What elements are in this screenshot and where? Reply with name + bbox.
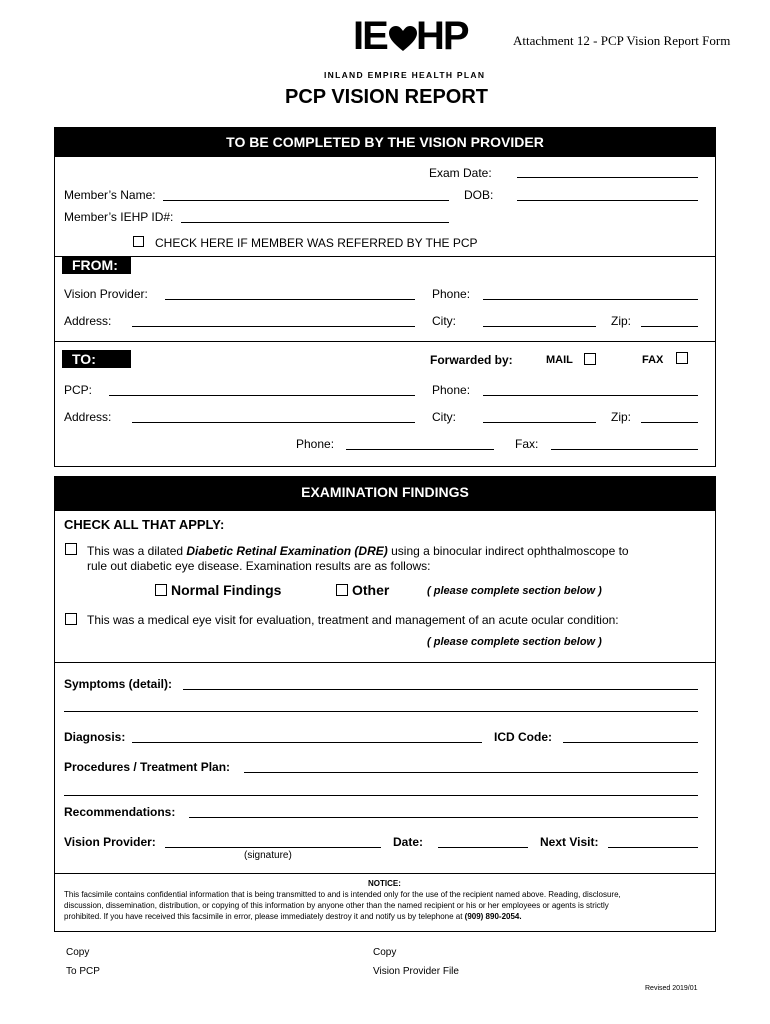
from-label: FROM: — [62, 257, 131, 274]
date-label: Date: — [393, 835, 424, 849]
phone-label: Phone: — [296, 437, 335, 451]
medical-visit-checkbox[interactable] — [65, 613, 77, 625]
procedures-field[interactable] — [244, 772, 698, 773]
attachment-label: Attachment 12 - PCP Vision Report Form — [513, 33, 731, 48]
icd-code-field[interactable] — [563, 742, 698, 743]
dre-text: This was a dilated Diabetic Retinal Examination (DRE) using a binocular indirect ophthalmoscope to — [87, 544, 629, 558]
org-name: INLAND EMPIRE HEALTH PLAN — [324, 70, 486, 80]
vision-provider-label: Vision Provider: — [64, 287, 148, 301]
page-title: PCP VISION REPORT — [285, 86, 489, 108]
procedures-field-line2[interactable] — [64, 795, 698, 796]
iehp-logo: IE HP — [353, 14, 468, 58]
exam-date-label: Exam Date: — [429, 166, 492, 180]
please-complete-note: ( please complete section below ) — [427, 636, 602, 648]
city-label: City: — [432, 410, 456, 424]
vision-provider-sign-label: Vision Provider: — [64, 835, 156, 849]
city-label: City: — [432, 314, 456, 328]
symptoms-field-line2[interactable] — [64, 711, 698, 712]
medical-visit-label: This was a medical eye visit for evaluation, treatment and management of an acute ocular condition: — [87, 613, 619, 627]
fax-checkbox[interactable] — [676, 352, 688, 364]
dre-text-line2: rule out diabetic eye disease. Examination results are as follows: — [87, 559, 431, 573]
exam-date-field[interactable] — [517, 177, 698, 178]
signature-caption: (signature) — [244, 850, 292, 861]
divider — [54, 256, 716, 257]
address-label: Address: — [64, 314, 112, 328]
pcp-label: PCP: — [64, 383, 93, 397]
phone-field[interactable] — [483, 395, 698, 396]
divider — [54, 873, 716, 874]
diagnosis-field[interactable] — [132, 742, 482, 743]
zip-field[interactable] — [641, 326, 698, 327]
notice-heading: NOTICE: — [368, 879, 401, 888]
mail-checkbox[interactable] — [584, 353, 596, 365]
forwarded-by-label: Forwarded by: — [430, 353, 513, 367]
phone-field[interactable] — [483, 299, 698, 300]
recommendations-field[interactable] — [189, 817, 698, 818]
to-label: TO: — [62, 350, 131, 368]
copy-label: Copy — [373, 947, 397, 958]
zip-label: Zip: — [611, 314, 632, 328]
divider — [54, 341, 716, 342]
recommendations-label: Recommendations: — [64, 805, 176, 819]
please-complete-note: ( please complete section below ) — [427, 585, 602, 597]
pcp-field[interactable] — [109, 395, 415, 396]
phone-label: Phone: — [432, 383, 471, 397]
referred-checkbox[interactable] — [133, 236, 144, 247]
city-field[interactable] — [483, 326, 596, 327]
copy-vision-file: Vision Provider File — [373, 966, 459, 977]
phone-field[interactable] — [346, 449, 494, 450]
dob-field[interactable] — [517, 200, 698, 201]
findings-section-bar: EXAMINATION FINDINGS — [54, 476, 716, 511]
procedures-label: Procedures / Treatment Plan: — [64, 760, 231, 774]
notice-line: This facsimile contains confidential information that is being transmitted to and is intended only for the use of the recipient named above. Reading, disclosure, — [64, 890, 621, 899]
address-field[interactable] — [132, 326, 415, 327]
fax-field[interactable] — [551, 449, 698, 450]
check-all-heading: CHECK ALL THAT APPLY: — [64, 517, 225, 532]
date-field[interactable] — [438, 847, 528, 848]
provider-section-bar: TO BE COMPLETED BY THE VISION PROVIDER — [54, 127, 716, 157]
copy-to-pcp: To PCP — [66, 966, 100, 977]
address-field[interactable] — [132, 422, 415, 423]
referred-label: CHECK HERE IF MEMBER WAS REFERRED BY THE PCP — [155, 236, 478, 250]
normal-findings-label: Normal Findings — [171, 582, 282, 598]
fax-label: FAX — [642, 354, 664, 366]
heart-icon — [389, 26, 417, 52]
normal-findings-checkbox[interactable] — [155, 584, 167, 596]
next-visit-label: Next Visit: — [540, 835, 599, 849]
member-id-label: Member’s IEHP ID#: — [64, 210, 174, 224]
dob-label: DOB: — [464, 188, 494, 202]
icd-code-label: ICD Code: — [494, 730, 552, 744]
zip-field[interactable] — [641, 422, 698, 423]
city-field[interactable] — [483, 422, 596, 423]
other-checkbox[interactable] — [336, 584, 348, 596]
divider — [54, 662, 716, 663]
member-id-field[interactable] — [181, 222, 449, 223]
zip-label: Zip: — [611, 410, 632, 424]
mail-label: MAIL — [546, 354, 573, 366]
symptoms-field[interactable] — [183, 689, 698, 690]
notice-line: prohibited. If you have received this facsimile in error, please immediately destroy it and notify us by telephone at (909) 890-2054. — [64, 912, 522, 921]
other-label: Other — [352, 582, 390, 598]
fax-field-label: Fax: — [515, 437, 539, 451]
notice-line: discussion, dissemination, distribution, or copying of this information by anyone other than the named recipient or his or her employees or agents is strictly — [64, 901, 609, 910]
next-visit-field[interactable] — [608, 847, 698, 848]
member-name-label: Member’s Name: — [64, 188, 156, 202]
member-name-field[interactable] — [163, 200, 449, 201]
address-label: Address: — [64, 410, 112, 424]
revised-label: Revised 2019/01 — [645, 985, 698, 992]
phone-label: Phone: — [432, 287, 471, 301]
symptoms-label: Symptoms (detail): — [64, 677, 173, 691]
diagnosis-label: Diagnosis: — [64, 730, 126, 744]
copy-label: Copy — [66, 947, 90, 958]
vision-provider-signature-field[interactable] — [165, 847, 381, 848]
dre-checkbox[interactable] — [65, 543, 77, 555]
vision-provider-field[interactable] — [165, 299, 415, 300]
